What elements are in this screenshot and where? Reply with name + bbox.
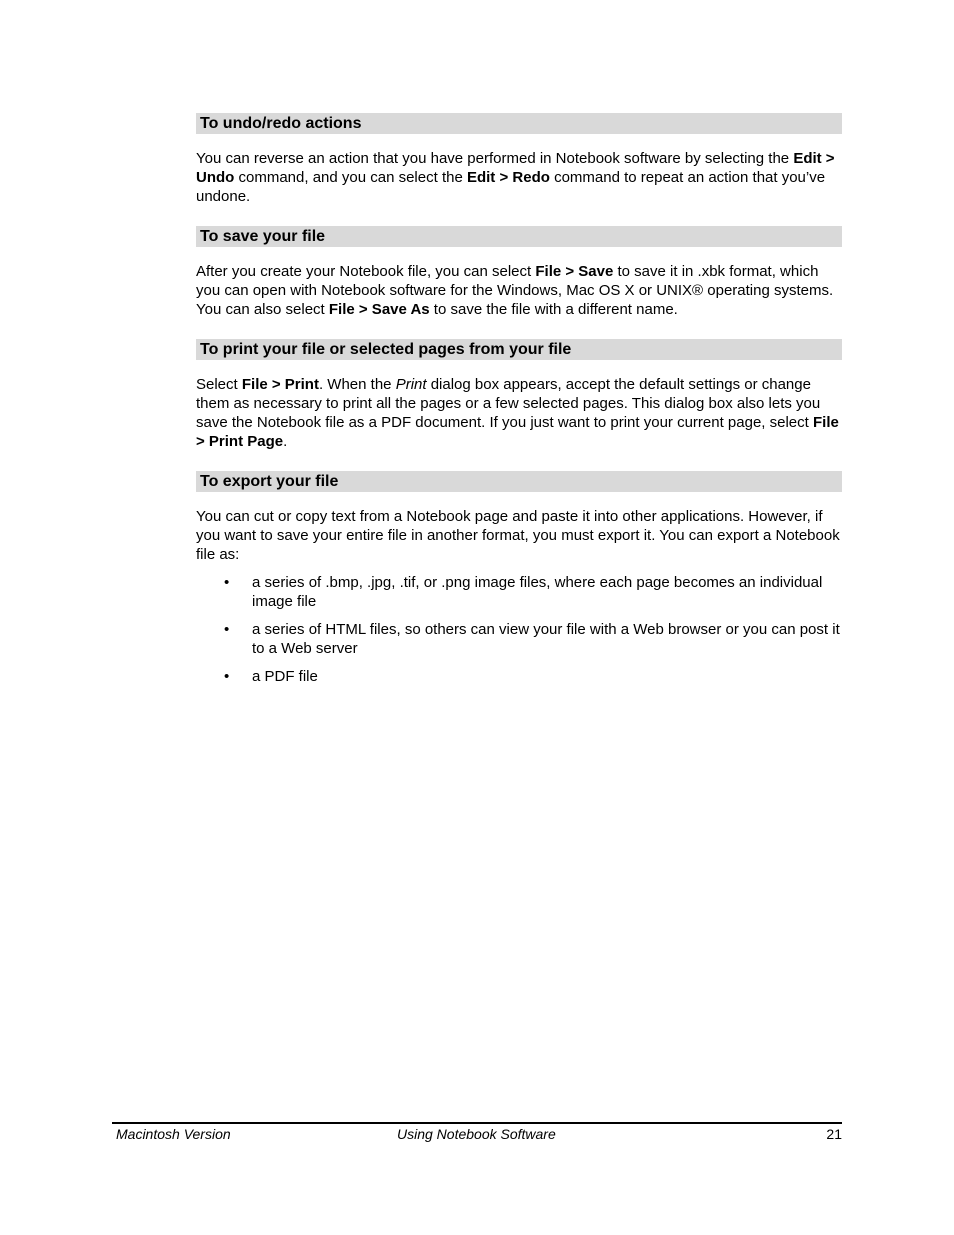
text-run: Select bbox=[196, 376, 242, 393]
footer-title: Using Notebook Software bbox=[397, 1126, 556, 1142]
page-content bbox=[196, 113, 842, 695]
text-run: command, and you can select the bbox=[234, 169, 467, 186]
section-save bbox=[196, 226, 842, 319]
page-footer bbox=[112, 1122, 842, 1142]
text-run: command to repeat an action that you’ve undone. bbox=[196, 169, 826, 205]
export-format-list bbox=[196, 573, 842, 686]
page-number: 21 bbox=[826, 1126, 842, 1142]
bullet-icon: • bbox=[224, 621, 230, 638]
section-paragraph bbox=[196, 507, 842, 564]
menu-command: Edit > Redo bbox=[466, 169, 550, 186]
section-heading: To save your file bbox=[196, 226, 842, 247]
section-heading: To undo/redo actions bbox=[196, 113, 842, 134]
text-run: You can cut or copy text from a Notebook page and paste it into other applications. However, if you want to save your entire file in another format, you must export it. You can export a Notebook file as: bbox=[196, 508, 840, 563]
section-paragraph bbox=[196, 375, 842, 451]
menu-command: File > Print bbox=[241, 376, 319, 393]
list-item: • a series of HTML files, so others can view your file with a Web browser or you can post it to a Web server bbox=[224, 621, 840, 657]
section-paragraph bbox=[196, 262, 842, 319]
text-run: to save it in .xbk format, which you can open with Notebook software for the Windows, Mac OS X or UNIX® operating systems. You can also select bbox=[196, 263, 834, 318]
text-run: . bbox=[283, 433, 288, 450]
section-undo-redo bbox=[196, 113, 842, 206]
section-print bbox=[196, 339, 842, 451]
menu-command: File > Save As bbox=[328, 301, 430, 318]
section-export bbox=[196, 471, 842, 686]
bullet-icon: • bbox=[224, 668, 230, 685]
text-run: to save the file with a different name. bbox=[429, 301, 678, 318]
section-paragraph bbox=[196, 149, 842, 206]
menu-command: File > Save bbox=[535, 263, 614, 280]
text-run: You can reverse an action that you have performed in Notebook software by selecting the bbox=[196, 150, 794, 167]
dialog-name: Print bbox=[395, 376, 427, 393]
text-run: After you create your Notebook file, you can select bbox=[196, 263, 536, 280]
section-heading: To print your file or selected pages from your file bbox=[196, 339, 842, 360]
list-item: • a series of .bmp, .jpg, .tif, or .png image files, where each page becomes an individual image file bbox=[224, 574, 823, 610]
bullet-icon: • bbox=[224, 574, 230, 591]
menu-command: Edit > Undo bbox=[196, 150, 835, 186]
text-run: dialog box appears, accept the default settings or change them as necessary to print all the pages or a few selected pages. This dialog box also lets you save the Notebook file as a PDF document. If you just want to print your current page, select bbox=[196, 376, 821, 431]
text-run: . When the bbox=[318, 376, 396, 393]
section-heading: To export your file bbox=[196, 471, 842, 492]
menu-command: File > Print Page bbox=[196, 414, 839, 450]
footer-version: Macintosh Version bbox=[116, 1126, 231, 1142]
list-item: • a PDF file bbox=[224, 668, 318, 685]
